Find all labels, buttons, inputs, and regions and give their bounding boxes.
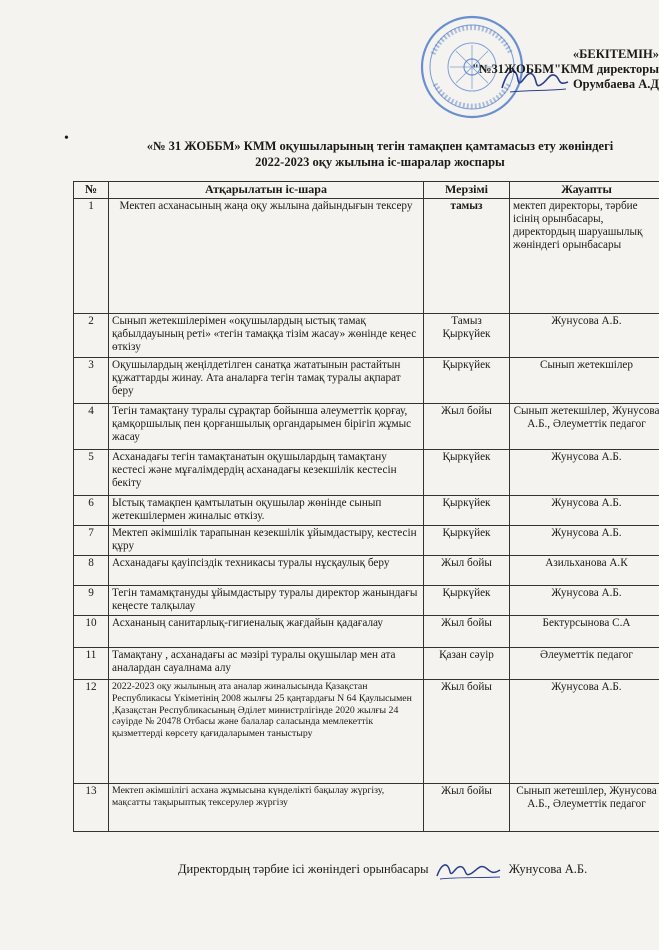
row-responsible: Бектурсынова С.А bbox=[510, 616, 659, 648]
row-date: тамыз bbox=[424, 199, 510, 314]
row-task: Асхананың санитарлық-гигиеналық жағдайын қадағалау bbox=[109, 616, 424, 648]
header-num: № bbox=[74, 182, 109, 199]
row-task: Тамақтану , асханадағы ас мәзірі туралы оқушылар мен ата аналардан сауалнама алу bbox=[109, 648, 424, 680]
row-responsible: Жунусова А.Б. bbox=[510, 586, 659, 616]
row-task: Оқушылардың жеңілдетілген санатқа жататынын растайтын құжаттарды жинау. Ата аналарға тегін тамақ туралы ақпарат беру bbox=[109, 358, 424, 404]
row-task: Асханадағы тегін тамақтанатын оқушылардың тамақтану кестесі және мұғалімдердің асханадағы кезекшілік кестесін бекіту bbox=[109, 450, 424, 496]
row-date: Қыркүйек bbox=[424, 358, 510, 404]
footer-name: Жунусова А.Б. bbox=[508, 861, 588, 876]
row-num: 2 bbox=[74, 314, 109, 358]
table-row bbox=[74, 199, 659, 314]
footer-signature-line bbox=[178, 858, 648, 882]
row-num: 9 bbox=[74, 586, 109, 616]
row-num: 4 bbox=[74, 404, 109, 450]
table-row bbox=[74, 648, 659, 680]
row-num: 8 bbox=[74, 556, 109, 586]
table-row bbox=[74, 496, 659, 526]
title-line-1: «№ 31 ЖОББМ» КММ оқушыларының тегін тамақпен қамтамасыз ету жөніндегі bbox=[146, 139, 614, 153]
row-num: 1 bbox=[74, 199, 109, 314]
row-num: 10 bbox=[74, 616, 109, 648]
table-row bbox=[74, 314, 659, 358]
table-row bbox=[74, 526, 659, 556]
row-task: Асханадағы қауіпсіздік техникасы туралы нұсқаулық беру bbox=[109, 556, 424, 586]
row-responsible: Сынып жетекшілер, Жунусова А.Б., Әлеуметтік педагог bbox=[510, 404, 659, 450]
title-line-2: 2022-2023 оқу жылына іс-шаралар жоспары bbox=[255, 155, 505, 169]
row-responsible: Азильханова А.К bbox=[510, 556, 659, 586]
row-date: Жыл бойы bbox=[424, 680, 510, 784]
row-num: 11 bbox=[74, 648, 109, 680]
row-task: Мектеп әкімшілігі асхана жұмысына күнделікті бақылау жүргізу, мақсатты тақырыптық тексерулер жүргізу bbox=[109, 784, 424, 832]
table-row bbox=[74, 680, 659, 784]
table-row bbox=[74, 358, 659, 404]
document-title bbox=[100, 138, 659, 170]
row-date: Қыркүйек bbox=[424, 526, 510, 556]
row-responsible: Жунусова А.Б. bbox=[510, 496, 659, 526]
row-responsible: Әлеуметтік педагог bbox=[510, 648, 659, 680]
table-row bbox=[74, 784, 659, 832]
row-date: Қыркүйек bbox=[424, 496, 510, 526]
row-task: Тегін тамамқтануды ұйымдастыру туралы директор жанындағы кеңесте талқылау bbox=[109, 586, 424, 616]
row-task: Мектеп әкімшілік тарапынан кезекшілік ұйымдастыру, кестесін құру bbox=[109, 526, 424, 556]
row-date: Қыркүйек bbox=[424, 586, 510, 616]
row-responsible: Сынып жетешілер, Жунусова А.Б., Әлеуметтік педагог bbox=[510, 784, 659, 832]
row-responsible: Сынып жетекшілер bbox=[510, 358, 659, 404]
deputy-signature-icon bbox=[434, 858, 504, 882]
row-responsible: Жунусова А.Б. bbox=[510, 314, 659, 358]
row-task: 2022-2023 оқу жылының ата аналар жиналысында Қазақстан Республикасы Үкіметінің 2008 жылғы 25 қаңтардағы N 64 Қаулысымен ,Қазақстан Республикасының Әділет министрлігінде 2020 жылғы 24 сәуірде № 20478 Отбасы және балалар саласында мемлекеттік қызметтерді көрсету қағидаларымен таныстыру bbox=[109, 680, 424, 784]
row-date: Қыркүйек bbox=[424, 450, 510, 496]
header-task: Атқарылатын іс-шара bbox=[109, 182, 424, 199]
row-date: Жыл бойы bbox=[424, 556, 510, 586]
approval-director-name: Орумбаева А.Д bbox=[572, 77, 659, 91]
table-row bbox=[74, 556, 659, 586]
row-task: Ыстық тамақпен қамтылатын оқушылар жөнінде сынып жетекшілермен жиналыс өткізу. bbox=[109, 496, 424, 526]
header-date: Мерзімі bbox=[424, 182, 510, 199]
row-num: 13 bbox=[74, 784, 109, 832]
row-date: Жыл бойы bbox=[424, 784, 510, 832]
row-responsible: Жунусова А.Б. bbox=[510, 526, 659, 556]
row-responsible: Жунусова А.Б. bbox=[510, 680, 659, 784]
plan-table bbox=[73, 181, 659, 832]
table-row bbox=[74, 586, 659, 616]
approval-block bbox=[449, 47, 659, 92]
header-responsible: Жауапты bbox=[510, 182, 659, 199]
row-num: 7 bbox=[74, 526, 109, 556]
approval-heading: «БЕКІТЕМІН» bbox=[572, 47, 659, 61]
bullet-dot: • bbox=[64, 131, 69, 146]
table-row bbox=[74, 616, 659, 648]
row-task: Мектеп асханасының жаңа оқу жылына дайындығын тексеру bbox=[109, 199, 424, 314]
table-header-row bbox=[74, 182, 659, 199]
row-num: 12 bbox=[74, 680, 109, 784]
row-num: 6 bbox=[74, 496, 109, 526]
approval-school: "№31ЖОББМ"КММ директоры bbox=[472, 62, 659, 76]
row-responsible: Жунусова А.Б. bbox=[510, 450, 659, 496]
row-task: Тегін тамақтану туралы сұрақтар бойынша әлеуметтік қорғау, қамқоршылық пен қорғаншылық органдарымен бірігіп жұмыс жасау bbox=[109, 404, 424, 450]
footer-position: Директордың тәрбие ісі жөніндегі орынбасары bbox=[178, 861, 429, 876]
table-row bbox=[74, 450, 659, 496]
row-date: Тамыз Қыркүйек bbox=[424, 314, 510, 358]
row-date: Жыл бойы bbox=[424, 404, 510, 450]
row-task: Сынып жетекшілерімен «оқушылардың ыстық тамақ қабылдауының реті» «тегін тамаққа тізім жасау» жөнінде кеңес өткізу bbox=[109, 314, 424, 358]
row-num: 5 bbox=[74, 450, 109, 496]
row-date: Жыл бойы bbox=[424, 616, 510, 648]
row-responsible: мектеп директоры, тәрбие ісінің орынбасары, директордың шаруашылық жөніндегі орынбасары bbox=[510, 199, 659, 314]
row-num: 3 bbox=[74, 358, 109, 404]
table-row bbox=[74, 404, 659, 450]
row-date: Қазан сәуір bbox=[424, 648, 510, 680]
